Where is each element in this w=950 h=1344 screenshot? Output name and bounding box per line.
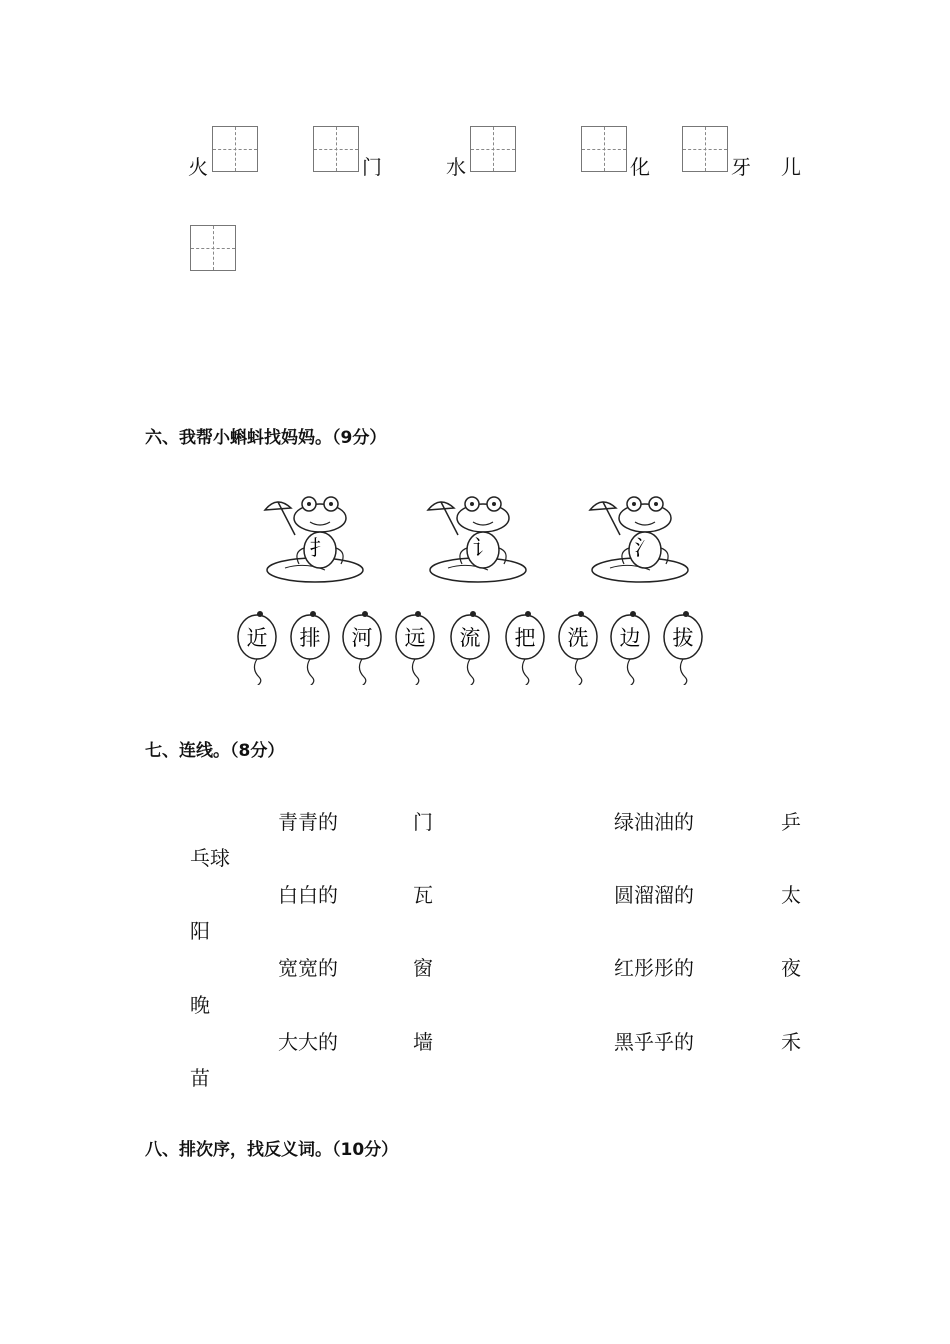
tadpole-char-9: 拔 xyxy=(672,626,694,650)
match-noun-2[interactable]: 瓦 xyxy=(413,883,433,907)
tadpole-char-5: 流 xyxy=(459,626,481,650)
tian-zi-box-6[interactable] xyxy=(190,225,236,271)
char-men: 门 xyxy=(362,155,382,179)
char-huo: 火 xyxy=(188,155,208,179)
char-hua: 化 xyxy=(630,155,650,179)
frog-radical-3: 氵 xyxy=(634,536,656,560)
match-end-2[interactable]: 太 xyxy=(781,883,801,907)
char-shui: 水 xyxy=(446,155,466,179)
tian-zi-box-1[interactable] xyxy=(212,126,258,172)
tian-zi-box-4[interactable] xyxy=(581,126,627,172)
match-right-2[interactable]: 圆溜溜的 xyxy=(614,883,694,907)
match-end-1-cont: 乓球 xyxy=(190,846,230,870)
tadpole-char-6: 把 xyxy=(514,626,536,650)
frog-radical-2: 讠 xyxy=(472,536,494,560)
match-noun-1[interactable]: 门 xyxy=(413,810,433,834)
tadpole-char-4: 远 xyxy=(404,626,426,650)
match-end-4-cont: 苗 xyxy=(190,1066,210,1090)
match-right-4[interactable]: 黑乎乎的 xyxy=(614,1030,694,1054)
tadpole-char-3: 河 xyxy=(351,626,373,650)
match-end-1[interactable]: 乒 xyxy=(781,810,801,834)
section-8-heading: 八、排次序，找反义词。（10分） xyxy=(145,1140,399,1160)
tadpole-char-2: 排 xyxy=(299,626,321,650)
match-end-4[interactable]: 禾 xyxy=(781,1030,801,1054)
match-noun-3[interactable]: 窗 xyxy=(413,956,433,980)
match-left-4[interactable]: 大大的 xyxy=(278,1030,338,1054)
section-6-heading: 六、我帮小蝌蚪找妈妈。（9分） xyxy=(145,428,387,448)
match-left-1[interactable]: 青青的 xyxy=(278,810,338,834)
match-end-3-cont: 晚 xyxy=(190,993,210,1017)
tian-zi-box-3[interactable] xyxy=(470,126,516,172)
tian-zi-box-2[interactable] xyxy=(313,126,359,172)
match-right-3[interactable]: 红彤彤的 xyxy=(614,956,694,980)
match-left-2[interactable]: 白白的 xyxy=(278,883,338,907)
tadpole-char-8: 边 xyxy=(619,626,641,650)
char-ya: 牙 xyxy=(731,155,751,179)
match-end-2-cont: 阳 xyxy=(190,919,210,943)
match-noun-4[interactable]: 墙 xyxy=(413,1030,433,1054)
match-left-3[interactable]: 宽宽的 xyxy=(278,956,338,980)
char-er: 儿 xyxy=(781,155,801,179)
tadpole-char-1: 近 xyxy=(246,626,268,650)
frog-radical-1: 扌 xyxy=(309,536,331,560)
tian-zi-box-5[interactable] xyxy=(682,126,728,172)
match-end-3[interactable]: 夜 xyxy=(781,956,801,980)
match-right-1[interactable]: 绿油油的 xyxy=(614,810,694,834)
tadpole-char-7: 洗 xyxy=(567,626,589,650)
tadpole-illustration xyxy=(230,485,710,685)
section-7-heading: 七、连线。（8分） xyxy=(145,741,285,761)
